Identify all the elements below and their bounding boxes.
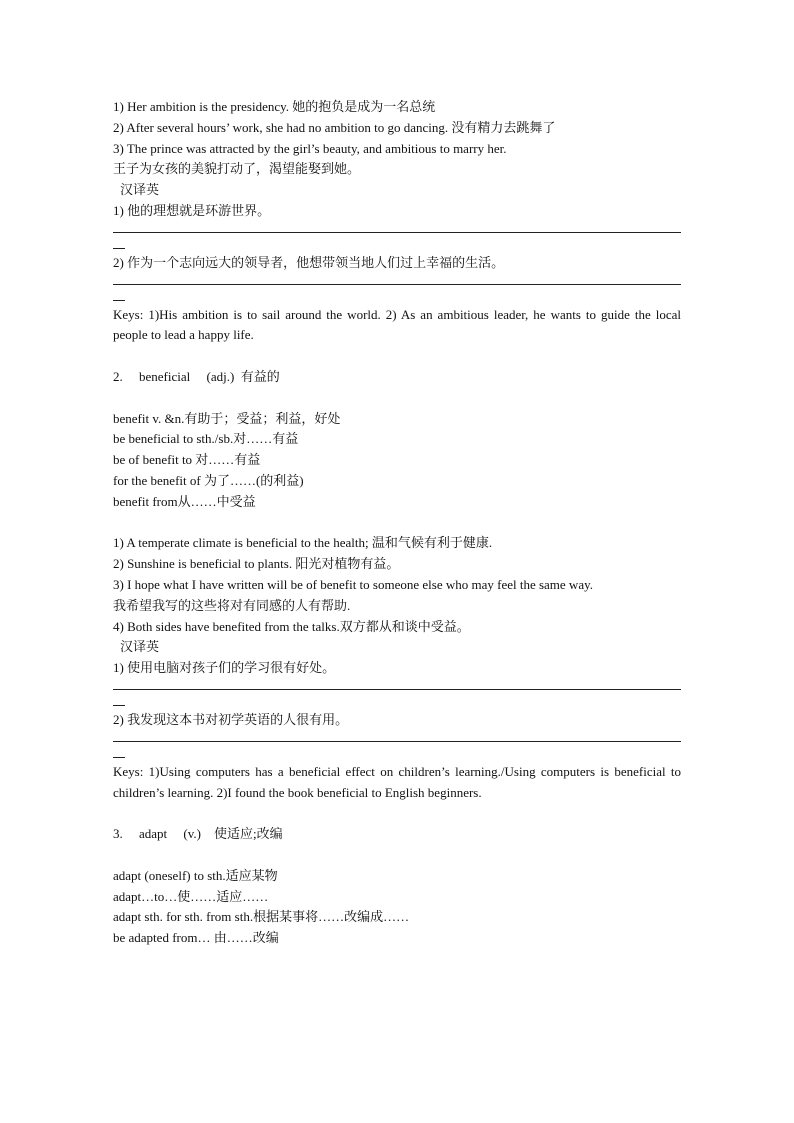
example-sentence: 1) Her ambition is the presidency. 她的抱负是成为一名总统 xyxy=(113,99,436,114)
translate-heading: 汉译英 xyxy=(120,639,160,655)
answer-line[interactable] xyxy=(113,731,681,762)
phrase-item: adapt (oneself) to sth.适应某物 xyxy=(113,867,278,883)
answer-line[interactable] xyxy=(113,679,681,710)
answer-line[interactable] xyxy=(113,274,681,305)
phrase-item: for the benefit of 为了……(的利益) xyxy=(113,472,304,488)
answer-keys: Keys: 1)Using computers has a beneficial effect on children’s learning./Using computers is beneficial to children’s learning. 2)I found the book beneficial to English beginners. xyxy=(113,763,681,800)
phrase-item: adapt sth. for sth. from sth.根据某事将……改编成…… xyxy=(113,909,410,925)
example-sentence: 3) The prince was attracted by the girl’s beauty, and ambitious to marry her. xyxy=(113,140,507,156)
vocab-heading: 2. beneficial (adj.) 有益的 xyxy=(113,368,280,384)
exercise-prompt: 1) 他的理想就是环游世界。 xyxy=(113,202,271,218)
translate-heading: 汉译英 xyxy=(120,182,160,198)
example-sentence: 2) After several hours’ work, she had no ambition to go dancing. 没有精力去跳舞了 xyxy=(113,119,556,135)
vocab-heading: 3. adapt (v.) 使适应;改编 xyxy=(113,826,283,842)
example-translation: 我希望我写的这些将对有同感的人有帮助. xyxy=(113,597,351,613)
example-sentence: 2) Sunshine is beneficial to plants. 阳光对植物有益。 xyxy=(113,556,400,572)
phrase-item: be of benefit to 对……有益 xyxy=(113,452,261,468)
exercise-prompt: 1) 使用电脑对孩子们的学习很有好处。 xyxy=(113,660,336,676)
phrase-item: benefit from从……中受益 xyxy=(113,493,256,509)
document-content xyxy=(113,97,681,949)
example-sentence: 3) I hope what I have written will be of benefit to someone else who may feel the same way. xyxy=(113,576,593,592)
phrase-item: be beneficial to sth./sb.对……有益 xyxy=(113,431,299,447)
answer-keys: Keys: 1)His ambition is to sail around the world. 2) As an ambitious leader, he wants to guide the local people to lead a happy life. xyxy=(113,306,681,343)
exercise-prompt: 2) 作为一个志向远大的领导者，他想带领当地人们过上幸福的生活。 xyxy=(113,254,505,270)
phrase-item: adapt…to…使……适应…… xyxy=(113,888,269,904)
phrase-item: benefit v. &n.有助于；受益；利益，好处 xyxy=(113,410,341,426)
phrase-item: be adapted from… 由……改编 xyxy=(113,930,279,946)
example-translation: 王子为女孩的美貌打动了，渴望能娶到她。 xyxy=(113,161,361,177)
example-sentence: 4) Both sides have benefited from the talks.双方都从和谈中受益。 xyxy=(113,618,470,634)
exercise-prompt: 2) 我发现这本书对初学英语的人很有用。 xyxy=(113,711,349,727)
example-sentence: 1) A temperate climate is beneficial to the health; 温和气候有利于健康. xyxy=(113,535,493,551)
answer-line[interactable] xyxy=(113,222,681,253)
